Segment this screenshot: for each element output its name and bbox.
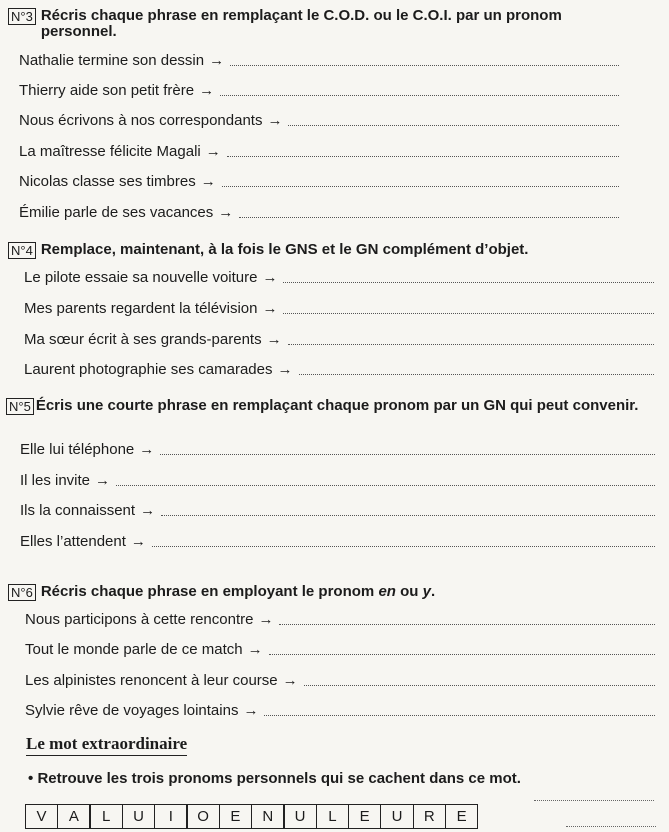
answer-line[interactable] bbox=[19, 143, 619, 161]
arrow-icon: → bbox=[262, 269, 278, 286]
answer-line[interactable] bbox=[20, 533, 655, 551]
letter-cell: U bbox=[122, 804, 156, 829]
answer-blank[interactable] bbox=[230, 64, 619, 66]
letter-cell: R bbox=[413, 804, 447, 829]
bonus-title: Le mot extraordinaire bbox=[26, 734, 187, 756]
exercise-number: N°5 bbox=[6, 398, 34, 415]
sentence: Thierry aide son petit frère bbox=[19, 82, 195, 99]
arrow-icon: → bbox=[139, 441, 155, 458]
bonus-instruction: • Retrouve les trois pronoms personnels qui se cachent dans ce mot. bbox=[28, 770, 521, 787]
letter-cell: E bbox=[348, 804, 382, 829]
arrow-icon: → bbox=[130, 533, 146, 550]
sentence: Le pilote essaie sa nouvelle voiture bbox=[24, 269, 258, 286]
arrow-icon: → bbox=[282, 672, 298, 689]
arrow-icon: → bbox=[247, 641, 263, 658]
arrow-icon: → bbox=[140, 502, 156, 519]
answer-blank[interactable] bbox=[269, 653, 655, 655]
bullet-icon: • bbox=[28, 770, 34, 787]
answer-line[interactable] bbox=[19, 52, 619, 70]
answer-blank[interactable] bbox=[288, 124, 619, 126]
arrow-icon: → bbox=[266, 331, 282, 348]
answer-line[interactable] bbox=[19, 82, 619, 100]
arrow-icon: → bbox=[199, 82, 215, 99]
answer-blank[interactable] bbox=[116, 484, 655, 486]
sentence: Laurent photographie ses camarades bbox=[24, 361, 273, 378]
sentence: Nathalie termine son dessin bbox=[19, 52, 205, 69]
answer-line[interactable] bbox=[25, 611, 655, 629]
arrow-icon: → bbox=[277, 361, 293, 378]
answer-line[interactable] bbox=[19, 204, 619, 222]
exercise-instruction: Récris chaque phrase en remplaçant le C.O.D. ou le C.O.I. par un pronom personnel. bbox=[40, 7, 562, 40]
exercise-6-heading bbox=[8, 584, 658, 601]
answer-blank[interactable] bbox=[160, 453, 655, 455]
answer-line[interactable] bbox=[24, 361, 654, 379]
letter-cell: O bbox=[186, 804, 220, 829]
exercise-instruction: Récris chaque phrase en employant le pronom en ou y. bbox=[40, 583, 436, 600]
answer-blank[interactable] bbox=[152, 545, 655, 547]
exercise-instruction: Écris une courte phrase en remplaçant chaque pronom par un GN qui peut convenir. bbox=[35, 397, 639, 414]
answer-blank[interactable] bbox=[534, 799, 654, 801]
exercise-number: N°6 bbox=[8, 584, 36, 601]
answer-line[interactable] bbox=[19, 173, 619, 191]
sentence: Émilie parle de ses vacances bbox=[19, 204, 214, 221]
arrow-icon: → bbox=[218, 204, 234, 221]
arrow-icon: → bbox=[258, 611, 274, 628]
sentence: Elle lui téléphone bbox=[20, 441, 135, 458]
answer-blank[interactable] bbox=[566, 825, 656, 827]
sentence: Nous écrivons à nos correspondants bbox=[19, 112, 263, 129]
arrow-icon: → bbox=[243, 702, 259, 719]
arrow-icon: → bbox=[267, 112, 283, 129]
sentence: Nicolas classe ses timbres bbox=[19, 173, 196, 190]
sentence: Les alpinistes renoncent à leur course bbox=[25, 672, 278, 689]
answer-line[interactable] bbox=[25, 641, 655, 659]
exercise-instruction: Remplace, maintenant, à la fois le GNS et le GN complément d’objet. bbox=[40, 241, 529, 258]
letter-cell: E bbox=[219, 804, 253, 829]
sentence: La maîtresse félicite Magali bbox=[19, 143, 201, 160]
answer-line[interactable] bbox=[24, 300, 654, 318]
arrow-icon: → bbox=[95, 472, 111, 489]
arrow-icon: → bbox=[262, 300, 278, 317]
exercise-number: N°3 bbox=[8, 8, 36, 25]
letter-cell: E bbox=[445, 804, 479, 829]
exercise-5-heading bbox=[6, 398, 661, 415]
sentence: Tout le monde parle de ce match bbox=[25, 641, 243, 658]
letter-cell: U bbox=[380, 804, 414, 829]
answer-line[interactable] bbox=[25, 672, 655, 690]
arrow-icon: → bbox=[200, 173, 216, 190]
letter-cell: N bbox=[251, 804, 285, 829]
answer-blank[interactable] bbox=[279, 623, 655, 625]
arrow-icon: → bbox=[209, 52, 225, 69]
answer-blank[interactable] bbox=[288, 343, 654, 345]
sentence: Sylvie rêve de voyages lointains bbox=[25, 702, 239, 719]
answer-line[interactable] bbox=[19, 112, 619, 130]
exercise-3-heading bbox=[8, 8, 628, 40]
sentence: Elles l’attendent bbox=[20, 533, 126, 550]
sentence: Ma sœur écrit à ses grands-parents bbox=[24, 331, 262, 348]
answer-blank[interactable] bbox=[299, 373, 655, 375]
letter-cell: A bbox=[57, 804, 91, 829]
letter-cell: L bbox=[89, 804, 123, 829]
answer-blank[interactable] bbox=[304, 684, 655, 686]
answer-line[interactable] bbox=[24, 331, 654, 349]
letter-cell: I bbox=[154, 804, 188, 829]
answer-blank[interactable] bbox=[227, 155, 619, 157]
answer-blank[interactable] bbox=[222, 185, 619, 187]
answer-blank[interactable] bbox=[220, 94, 619, 96]
answer-blank[interactable] bbox=[239, 216, 619, 218]
letter-cell: V bbox=[25, 804, 59, 829]
letter-grid bbox=[26, 804, 478, 829]
answer-blank[interactable] bbox=[161, 514, 655, 516]
exercise-4-heading bbox=[8, 242, 658, 259]
answer-line[interactable] bbox=[20, 441, 655, 459]
sentence: Ils la connaissent bbox=[20, 502, 136, 519]
answer-line[interactable] bbox=[20, 472, 655, 490]
answer-line[interactable] bbox=[20, 502, 655, 520]
letter-cell: U bbox=[283, 804, 317, 829]
sentence: Mes parents regardent la télévision bbox=[24, 300, 258, 317]
sentence: Il les invite bbox=[20, 472, 91, 489]
sentence: Nous participons à cette rencontre bbox=[25, 611, 254, 628]
arrow-icon: → bbox=[205, 143, 221, 160]
answer-blank[interactable] bbox=[264, 714, 655, 716]
answer-blank[interactable] bbox=[283, 312, 654, 314]
letter-cell: L bbox=[316, 804, 350, 829]
answer-line[interactable] bbox=[25, 702, 655, 720]
exercise-number: N°4 bbox=[8, 242, 36, 259]
answer-line[interactable] bbox=[24, 269, 654, 287]
answer-blank[interactable] bbox=[283, 281, 654, 283]
